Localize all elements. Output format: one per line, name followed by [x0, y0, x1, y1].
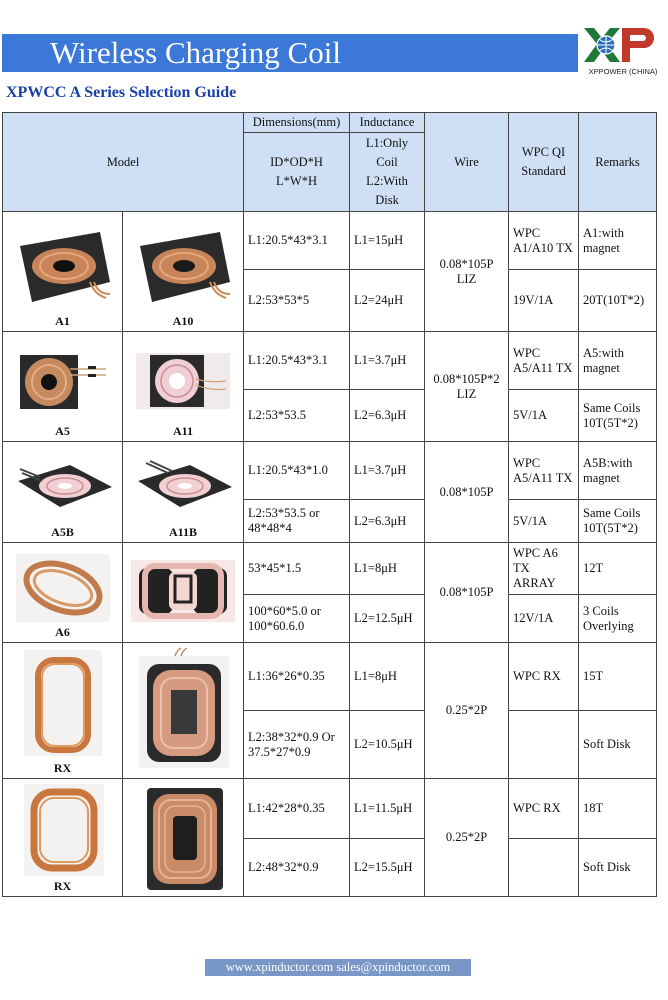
dimension-cell: L2:53*53.5: [244, 390, 350, 442]
header-wire: Wire: [425, 113, 509, 212]
inductance-cell: L1=3.7μH: [350, 442, 425, 500]
remarks-cell: 20T(10T*2): [579, 270, 657, 332]
product-image-cell: [3, 212, 123, 332]
wire-cell: 0.08*105P: [425, 442, 509, 543]
wpc-cell: WPC A5/A11 TX: [509, 332, 579, 390]
table-row: [3, 643, 657, 711]
coil-a5b-image: [8, 447, 118, 537]
header-dimensions-sub1: ID*OD*H: [270, 155, 323, 169]
product-image-cell: [3, 779, 123, 897]
model-label: RX: [53, 879, 72, 893]
header-inductance: Inductance: [350, 113, 425, 133]
wpc-cell: WPC A5/A11 TX: [509, 442, 579, 500]
inductance-cell: L2=6.3μH: [350, 390, 425, 442]
wpc-cell: WPC RX: [509, 643, 579, 711]
coil-a5-image: [8, 339, 118, 434]
coil-rx-disk-image: [125, 646, 241, 776]
remarks-cell: Soft Disk: [579, 839, 657, 897]
model-label: A1: [55, 314, 70, 328]
header-inductance-sub: L1:Only Coil L2:With Disk: [350, 133, 425, 212]
model-label: A10: [172, 314, 194, 328]
header-model: Model: [3, 113, 244, 212]
wpc-cell: 5V/1A: [509, 390, 579, 442]
product-image-cell: [3, 442, 123, 543]
product-image-cell: [123, 442, 244, 543]
coil-rx-image: [8, 646, 118, 776]
model-label: RX: [53, 761, 72, 775]
header-remarks: Remarks: [579, 113, 657, 212]
remarks-cell: 15T: [579, 643, 657, 711]
coil-a10-image: [128, 224, 238, 319]
inductance-cell: L2=6.3μH: [350, 500, 425, 543]
wpc-cell: WPC RX: [509, 779, 579, 839]
coil-a11b-image: [128, 447, 238, 537]
product-image-cell: [123, 643, 244, 779]
xp-logo-icon: [580, 26, 666, 66]
table-row: [3, 543, 657, 595]
model-label: A11B: [169, 525, 198, 539]
logo-text: XPPOWER (CHINA): [588, 67, 658, 76]
dimension-cell: L1:42*28*0.35: [244, 779, 350, 839]
product-image-cell: [123, 212, 244, 332]
product-image-cell: [3, 643, 123, 779]
product-image-cell: [3, 543, 123, 643]
header-wpc: WPC QI Standard: [509, 113, 579, 212]
coil-rx-large-disk-image: [125, 782, 241, 894]
remarks-cell: 3 Coils Overlying: [579, 595, 657, 643]
page-title: Wireless Charging Coil: [50, 35, 341, 70]
inductance-cell: L1=3.7μH: [350, 332, 425, 390]
dimension-cell: L1:36*26*0.35: [244, 643, 350, 711]
remarks-cell: A5B:with magnet: [579, 442, 657, 500]
inductance-cell: L2=10.5μH: [350, 711, 425, 779]
remarks-cell: Same Coils 10T(5T*2): [579, 390, 657, 442]
inductance-cell: L1=8μH: [350, 543, 425, 595]
table-row: [3, 332, 657, 390]
remarks-cell: 12T: [579, 543, 657, 595]
product-image-cell: [123, 779, 244, 897]
dimension-cell: L2:38*32*0.9 Or 37.5*27*0.9: [244, 711, 350, 779]
remarks-cell: Soft Disk: [579, 711, 657, 779]
table-row: [3, 779, 657, 839]
inductance-cell: L1=15μH: [350, 212, 425, 270]
wire-cell: 0.25*2P: [425, 779, 509, 897]
dimension-cell: L1:20.5*43*3.1: [244, 332, 350, 390]
wire-cell: 0.08*105P LIZ: [425, 212, 509, 332]
wire-cell: 0.08*105P*2 LIZ: [425, 332, 509, 442]
wpc-cell: 12V/1A: [509, 595, 579, 643]
coil-a11-image: [128, 339, 238, 434]
remarks-cell: Same Coils 10T(5T*2): [579, 500, 657, 543]
model-label: A6: [55, 625, 70, 639]
wpc-cell: [509, 711, 579, 779]
wpc-cell: 19V/1A: [509, 270, 579, 332]
model-label: A5B: [51, 525, 74, 539]
dimension-cell: L2:53*53.5 or 48*48*4: [244, 500, 350, 543]
dimension-cell: L2:48*32*0.9: [244, 839, 350, 897]
inductance-cell: L1=8μH: [350, 643, 425, 711]
wire-cell: 0.08*105P: [425, 543, 509, 643]
coil-rx-large-image: [8, 782, 118, 894]
selection-table: [2, 112, 657, 897]
dimension-cell: L1:20.5*43*3.1: [244, 212, 350, 270]
product-image-cell: [123, 543, 244, 643]
model-label: A11: [173, 424, 194, 438]
wpc-cell: WPC A1/A10 TX: [509, 212, 579, 270]
header-dimensions-sub2: L*W*H: [276, 174, 317, 188]
wpc-cell: WPC A6 TX ARRAY: [509, 543, 579, 595]
table-row: [3, 442, 657, 500]
remarks-cell: A5:with magnet: [579, 332, 657, 390]
inductance-cell: L1=11.5μH: [350, 779, 425, 839]
header-dimensions-sub: [244, 133, 350, 212]
product-image-cell: [123, 332, 244, 442]
section-subtitle: XPWCC A Series Selection Guide: [6, 84, 237, 101]
wpc-cell: [509, 839, 579, 897]
page-title-banner: [2, 34, 578, 72]
coil-array-image: [125, 546, 241, 640]
remarks-cell: 18T: [579, 779, 657, 839]
header-dimensions: Dimensions(mm): [244, 113, 350, 133]
dimension-cell: L2:53*53*5: [244, 270, 350, 332]
company-logo: [580, 26, 666, 78]
table-row: [3, 212, 657, 270]
wpc-cell: 5V/1A: [509, 500, 579, 543]
inductance-cell: L2=12.5μH: [350, 595, 425, 643]
coil-a1-image: [8, 224, 118, 319]
product-image-cell: [3, 332, 123, 442]
inductance-cell: L2=15.5μH: [350, 839, 425, 897]
footer-contact[interactable]: www.xpinductor.com sales@xpinductor.com: [205, 959, 471, 976]
remarks-cell: A1:with magnet: [579, 212, 657, 270]
model-label: A5: [55, 424, 70, 438]
dimension-cell: 53*45*1.5: [244, 543, 350, 595]
dimension-cell: L1:20.5*43*1.0: [244, 442, 350, 500]
inductance-cell: L2=24μH: [350, 270, 425, 332]
wire-cell: 0.25*2P: [425, 643, 509, 779]
dimension-cell: 100*60*5.0 or 100*60.6.0: [244, 595, 350, 643]
